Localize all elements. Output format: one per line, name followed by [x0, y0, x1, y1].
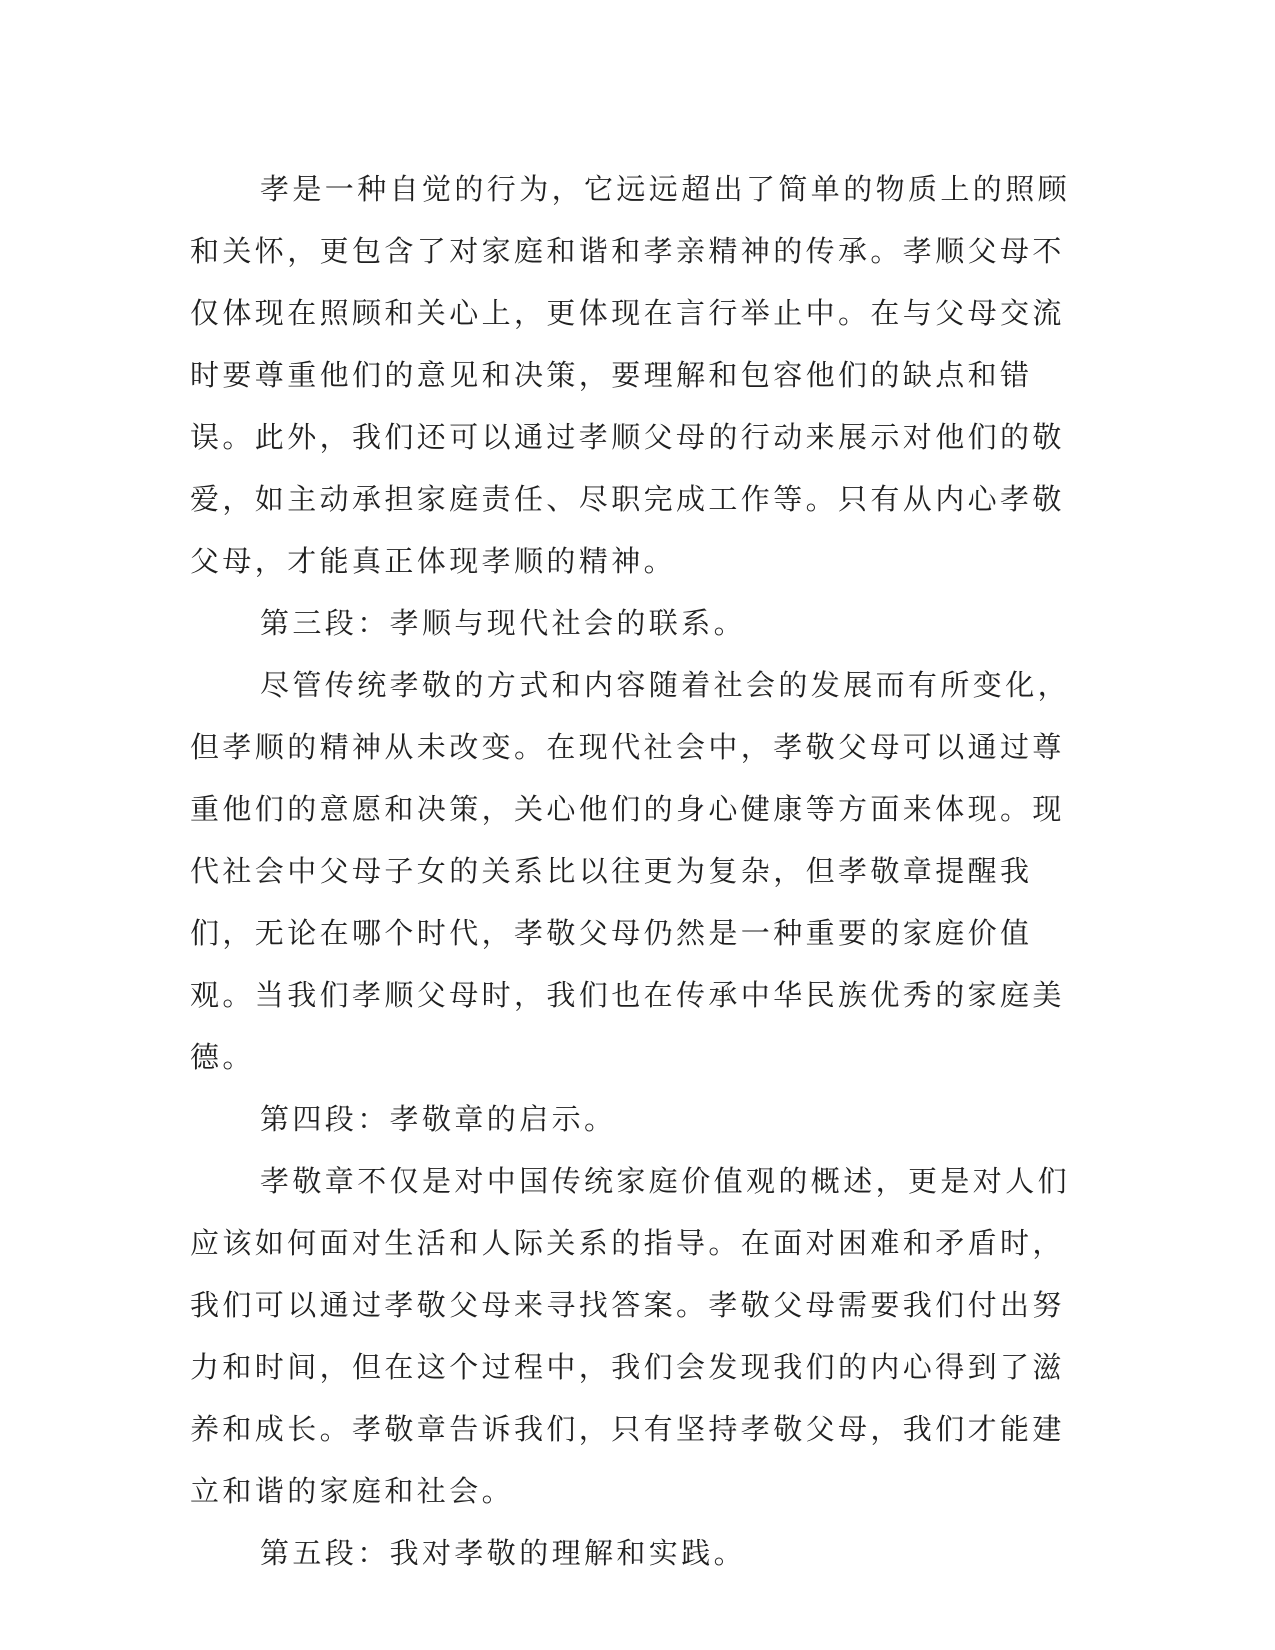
section-heading-3: 第三段：孝顺与现代社会的联系。 — [260, 606, 747, 640]
paragraph-filial-behavior: 孝是一种自觉的行为，它远远超出了简单的物质上的照顾和关怀，更包含了对家庭和谐和孝亲精神的传承。孝顺父母不仅体现在照顾和关心上，更体现在言行举止中。在与父母交流时要尊重他们的意见和决策，要理解和包容他们的缺点和错误。此外，我们还可以通过孝顺父母的行动来展示对他们的敬爱，如主动承担家庭责任、尽职完成工作等。只有从内心孝敬父母，才能真正体现孝顺的精神。 — [190, 172, 1071, 578]
section-heading-4: 第四段：孝敬章的启示。 — [260, 1102, 617, 1136]
section-heading-5: 第五段：我对孝敬的理解和实践。 — [260, 1536, 747, 1570]
paragraph-inspiration: 孝敬章不仅是对中国传统家庭价值观的概述，更是对人们应该如何面对生活和人际关系的指导。在面对困难和矛盾时，我们可以通过孝敬父母来寻找答案。孝敬父母需要我们付出努力和时间，但在这个过程中，我们会发现我们的内心得到了滋养和成长。孝敬章告诉我们，只有坚持孝敬父母，我们才能建立和谐的家庭和社会。 — [190, 1164, 1071, 1508]
document-body — [190, 158, 1090, 1584]
paragraph-modern-society: 尽管传统孝敬的方式和内容随着社会的发展而有所变化，但孝顺的精神从未改变。在现代社会中，孝敬父母可以通过尊重他们的意愿和决策，关心他们的身心健康等方面来体现。现代社会中父母子女的关系比以往更为复杂，但孝敬章提醒我们，无论在哪个时代，孝敬父母仍然是一种重要的家庭价值观。当我们孝顺父母时，我们也在传承中华民族优秀的家庭美德。 — [190, 668, 1071, 1074]
